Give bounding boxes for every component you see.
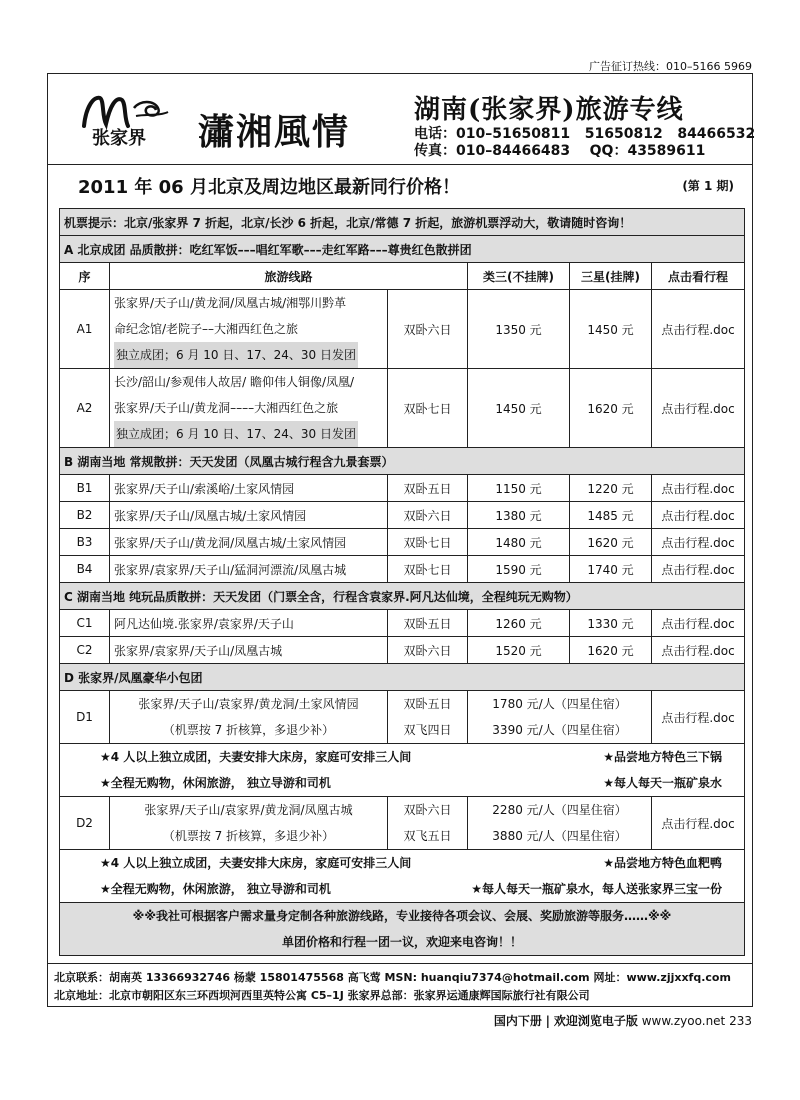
route-line: 张家界/天子山/黄龙洞/凤凰古城/湘鄂川黔革 — [114, 296, 347, 310]
itinerary-link[interactable]: 点击行程.doc — [652, 369, 745, 448]
feature-item: ★每人每天一瓶矿泉水 — [603, 776, 722, 790]
route-cell — [110, 691, 388, 744]
price-star3: 1620 元 — [570, 637, 652, 664]
itinerary-link[interactable]: 点击行程.doc — [652, 637, 745, 664]
contact-block — [414, 126, 755, 160]
ad-frame — [47, 73, 756, 1007]
col-seq: 序 — [60, 263, 110, 290]
section-c-heading: C 湖南当地 纯玩品质散拼：天天发团（门票全含，行程含袁家界.阿凡达仙境，全程纯玩无购物） — [60, 583, 745, 610]
route-line: 长沙/韶山/参观伟人故居/ 瞻仰伟人铜像/凤凰/ — [114, 375, 355, 389]
col-star3: 三星(挂牌) — [570, 263, 652, 290]
price-per-person: 3390 元/人（四星住宿） — [492, 723, 627, 737]
price-star3: 1620 元 — [570, 529, 652, 556]
route: 张家界/天子山/索溪峪/土家风情园 — [110, 475, 388, 502]
site-url[interactable]: www.zyoo.net — [641, 1014, 726, 1028]
feature-item: ★品尝地方特色血粑鸭 — [603, 856, 722, 870]
departure-dates: 独立成团；6 月 10 日、17、24、30 日发团 — [114, 421, 358, 447]
price-per-person: 3880 元/人（四星住宿） — [492, 829, 627, 843]
row-seq: D1 — [60, 691, 110, 744]
route-cell — [110, 369, 388, 448]
ticket-note: （机票按 7 折核算，多退少补） — [162, 829, 335, 843]
duration: 双卧五日 — [388, 610, 468, 637]
itinerary-link[interactable]: 点击行程.doc — [652, 502, 745, 529]
header — [48, 74, 756, 164]
page-footer — [494, 1012, 752, 1029]
price-star3: 1220 元 — [570, 475, 652, 502]
logo-text: 张家界 — [92, 128, 146, 149]
route: 阿凡达仙境.张家界/袁家界/天子山 — [110, 610, 388, 637]
line-title: 湖南(张家界)旅游专线 — [414, 95, 684, 125]
duration-cell — [388, 691, 468, 744]
itinerary-link[interactable]: 点击行程.doc — [652, 556, 745, 583]
row-seq: B1 — [60, 475, 110, 502]
table-row — [60, 529, 745, 556]
ebook-note: 欢迎浏览电子版 — [553, 1014, 638, 1028]
route: 张家界/袁家界/天子山/凤凰古城 — [110, 637, 388, 664]
section-label: 国内下册 — [493, 1014, 542, 1028]
phone-line: 电话：010–51650811 51650812 84466532 — [414, 126, 756, 142]
feature-item: ★4 人以上独立成团，夫妻安排大床房，家庭可安排三人间 — [100, 856, 412, 870]
row-seq: C2 — [60, 637, 110, 664]
col-view: 点击看行程 — [652, 263, 745, 290]
itinerary-link[interactable]: 点击行程.doc — [652, 529, 745, 556]
col-route: 旅游线路 — [110, 263, 468, 290]
duration: 双卧七日 — [388, 556, 468, 583]
price-class3: 1480 元 — [468, 529, 570, 556]
issue-number: (第 1 期) — [682, 179, 734, 193]
price-class3: 1520 元 — [468, 637, 570, 664]
price-class3: 1350 元 — [468, 290, 570, 369]
route: 张家界/天子山/黄龙洞/凤凰古城/土家风情园 — [110, 529, 388, 556]
footer — [48, 963, 752, 1006]
price-cell — [468, 797, 652, 850]
table-row — [60, 556, 745, 583]
price-class3: 1150 元 — [468, 475, 570, 502]
itinerary-link[interactable]: 点击行程.doc — [652, 290, 745, 369]
table-row — [60, 369, 745, 448]
section-b-heading: B 湖南当地 常规散拼：天天发团（凤凰古城行程含九景套票） — [60, 448, 745, 475]
price-class3: 1260 元 — [468, 610, 570, 637]
duration: 双卧五日 — [388, 475, 468, 502]
duration-cell — [388, 797, 468, 850]
row-seq: D2 — [60, 797, 110, 850]
itinerary-link[interactable]: 点击行程.doc — [652, 610, 745, 637]
col-class3: 类三(不挂牌) — [468, 263, 570, 290]
price-per-person: 1780 元/人（四星住宿） — [492, 697, 627, 711]
ad-hotline: 广告征订热线：010–5166 5969 — [589, 60, 752, 73]
ticket-note: （机票按 7 折核算，多退少补） — [162, 723, 335, 737]
beijing-address: 北京地址：北京市朝阳区东三环西坝河西里英特公寓 C5–1J 张家界总部：张家界运通康辉国际旅行社有限公司 — [54, 989, 590, 1002]
price-star3: 1450 元 — [570, 290, 652, 369]
table-row — [60, 610, 745, 637]
service-note-line: 单团价格和行程一团一议，欢迎来电咨询！！ — [281, 935, 522, 949]
itinerary-link[interactable]: 点击行程.doc — [652, 797, 745, 850]
separator: | — [545, 1014, 551, 1028]
feature-item: ★每人每天一瓶矿泉水，每人送张家界三宝一份 — [471, 882, 722, 896]
duration: 双卧六日 — [403, 803, 452, 817]
duration: 双飞四日 — [403, 723, 452, 737]
feature-cell — [60, 744, 745, 797]
row-seq: A1 — [60, 290, 110, 369]
route: 张家界/天子山/凤凰古城/土家风情园 — [110, 502, 388, 529]
service-note — [60, 903, 745, 956]
table-row — [60, 637, 745, 664]
page-title: 2011 年 06 月北京及周边地区最新同行价格！ — [78, 177, 460, 198]
price-class3: 1590 元 — [468, 556, 570, 583]
feature-item: ★全程无购物，休闲旅游， 独立导游和司机 — [100, 882, 331, 896]
route-line: 命纪念馆/老院子––大湘西红色之旅 — [114, 322, 299, 336]
duration: 双卧七日 — [388, 529, 468, 556]
row-seq: A2 — [60, 369, 110, 448]
duration: 双卧六日 — [388, 502, 468, 529]
table-row — [60, 475, 745, 502]
price-star3: 1620 元 — [570, 369, 652, 448]
price-star3: 1330 元 — [570, 610, 652, 637]
route-cell — [110, 797, 388, 850]
route-line: 张家界/天子山/袁家界/黄龙洞/凤凰古城 — [144, 803, 353, 817]
feature-cell — [60, 850, 745, 903]
table-row — [60, 290, 745, 369]
duration: 双卧六日 — [388, 290, 468, 369]
route-cell — [110, 290, 388, 369]
brand-name: 瀟湘風情 — [198, 111, 351, 153]
table-row — [60, 502, 745, 529]
departure-dates: 独立成团；6 月 10 日、17、24、30 日发团 — [114, 342, 358, 368]
itinerary-link[interactable]: 点击行程.doc — [652, 475, 745, 502]
duration: 双卧五日 — [403, 697, 452, 711]
row-seq: B4 — [60, 556, 110, 583]
price-per-person: 2280 元/人（四星住宿） — [492, 803, 627, 817]
price-cell — [468, 691, 652, 744]
table-row — [60, 691, 745, 744]
price-star3: 1485 元 — [570, 502, 652, 529]
price-class3: 1450 元 — [468, 369, 570, 448]
row-seq: B3 — [60, 529, 110, 556]
route-line: 张家界/天子山/黄龙洞––––大湘西红色之旅 — [114, 401, 339, 415]
service-note-line: ※※我社可根据客户需求量身定制各种旅游线路，专业接待各项会议、会展、奖励旅游等服务……※※ — [132, 909, 672, 923]
section-d-heading: D 张家界/凤凰豪华小包团 — [60, 664, 745, 691]
ticket-notice: 机票提示：北京/张家界 7 折起，北京/长沙 6 折起，北京/常德 7 折起，旅游机票浮动大，敬请随时咨询！ — [60, 209, 745, 236]
route-line: 张家界/天子山/袁家界/黄龙洞/土家风情园 — [138, 697, 359, 711]
row-seq: C1 — [60, 610, 110, 637]
title-row — [48, 164, 752, 203]
price-star3: 1740 元 — [570, 556, 652, 583]
page-number: 233 — [729, 1014, 752, 1028]
route: 张家界/袁家界/天子山/猛洞河漂流/凤凰古城 — [110, 556, 388, 583]
feature-item: ★4 人以上独立成团，夫妻安排大床房，家庭可安排三人间 — [100, 750, 412, 764]
price-class3: 1380 元 — [468, 502, 570, 529]
feature-item: ★品尝地方特色三下锅 — [603, 750, 722, 764]
duration: 双卧七日 — [388, 369, 468, 448]
duration: 双飞五日 — [403, 829, 452, 843]
duration: 双卧六日 — [388, 637, 468, 664]
price-table — [59, 208, 745, 956]
row-seq: B2 — [60, 502, 110, 529]
section-a-heading: A 北京成团 品质散拼：吃红军饭–––唱红军歌–––走红军路–––尊贵红色散拼团 — [60, 236, 745, 263]
feature-item: ★全程无购物，休闲旅游， 独立导游和司机 — [100, 776, 331, 790]
beijing-contact: 北京联系：胡南英 13366932746 杨蒙 15801475568 高飞莺 MSN: huanqiu7374@hotmail.com 网址：www.zjjxxfq.com — [54, 971, 731, 984]
table-row — [60, 797, 745, 850]
fax-line: 传真：010–84466483 QQ：43589611 — [414, 143, 706, 159]
itinerary-link[interactable]: 点击行程.doc — [652, 691, 745, 744]
